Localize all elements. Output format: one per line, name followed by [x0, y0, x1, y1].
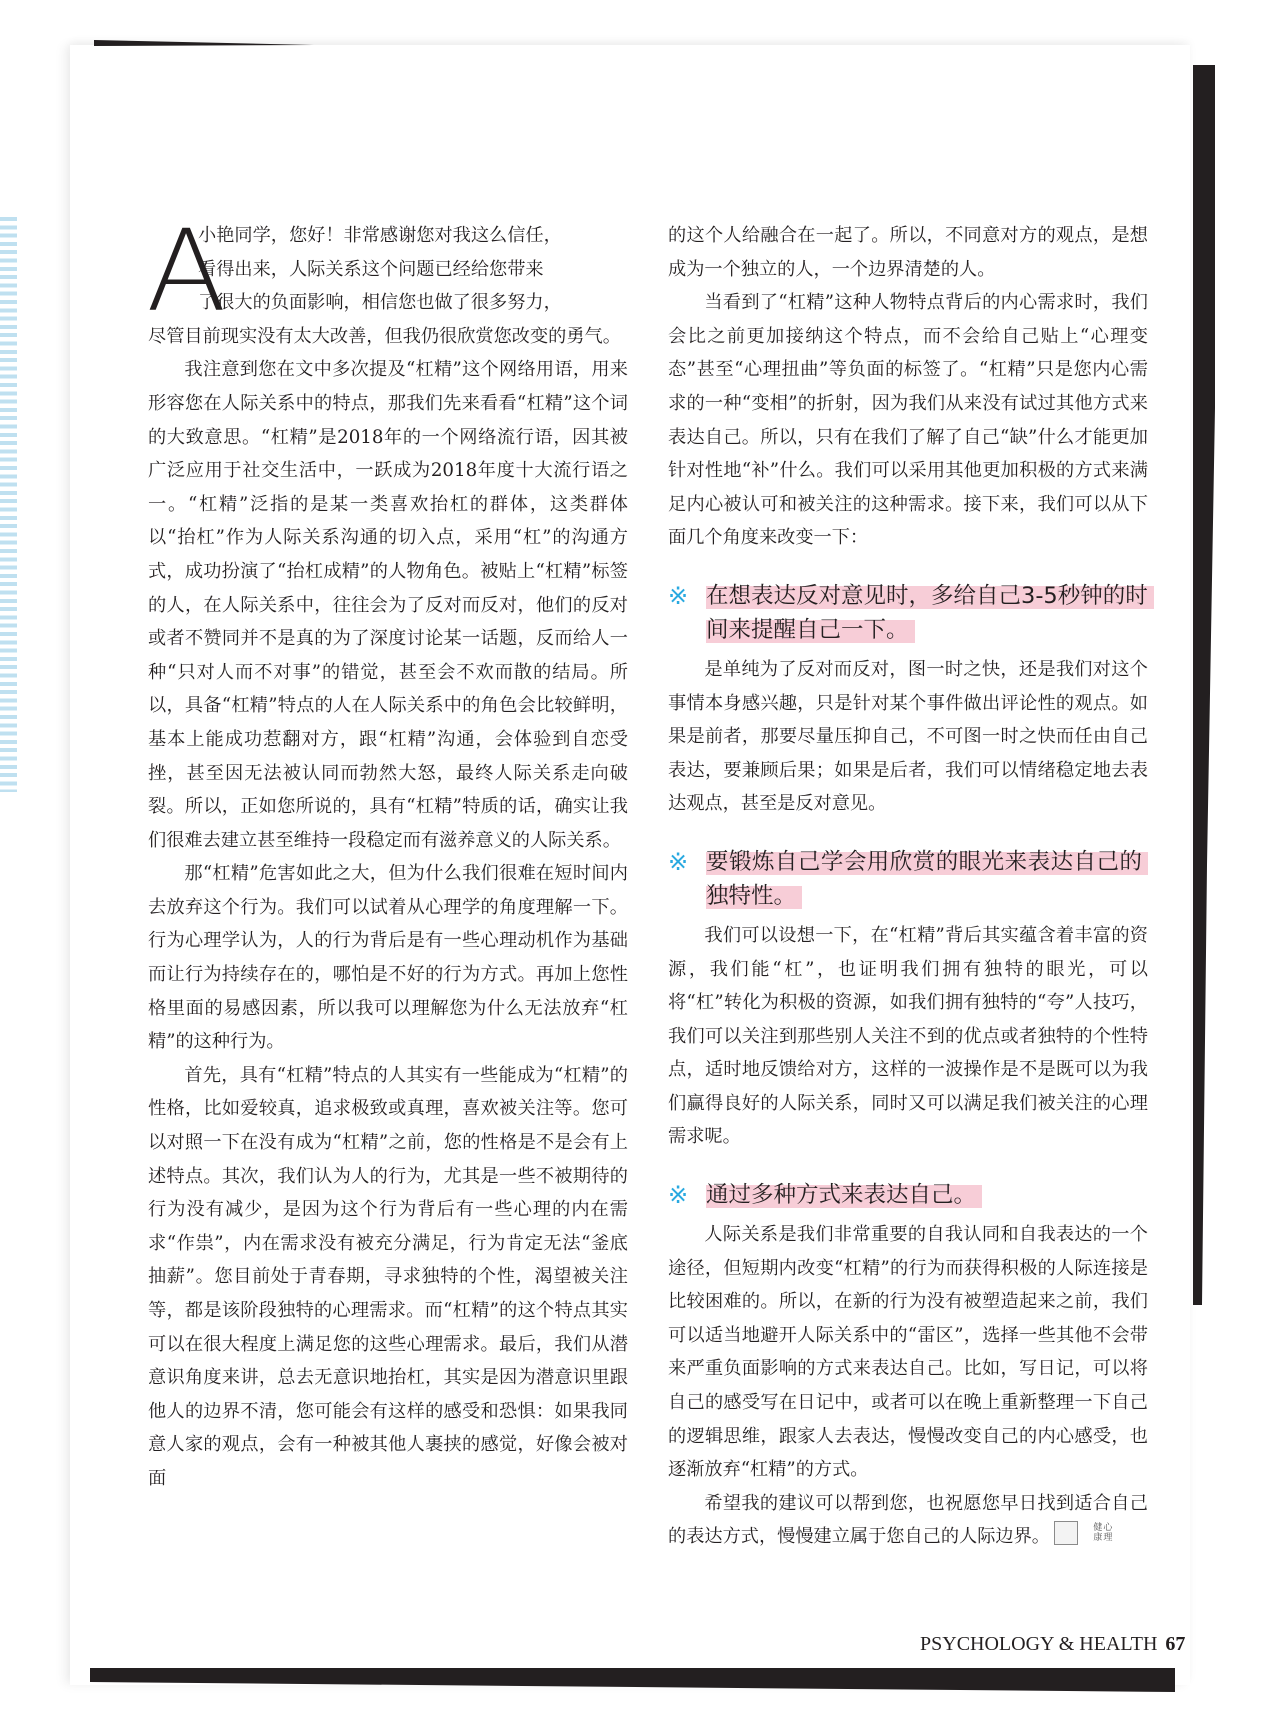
right-decorative-bar	[1185, 65, 1215, 1305]
closing-paragraph	[668, 1487, 1148, 1554]
seal-char: 理	[1103, 1533, 1113, 1544]
seal-char: 健	[1093, 1523, 1103, 1534]
reference-mark-icon: ※	[668, 847, 689, 876]
section-heading	[668, 1178, 1148, 1212]
section-heading-text: 要锻炼自己学会用欣赏的眼光来表达自己的独特性。	[706, 849, 1148, 909]
body-paragraph: 首先，具有“杠精”特点的人其实有一些能成为“杠精”的性格，比如爱较真，追求极致或真理，喜欢被关注等。您可以对照一下在没有成为“杠精”之前，您的性格是不是会有上述特点。其次，我们认为人的行为，尤其是一些不被期待的行为没有减少，是因为这个行为背后有一些心理的内在需求“作祟”，内在需求没有被充分满足，行为肯定无法“釜底抽薪”。您目前处于青春期，寻求独特的个性，渴望被关注等，都是该阶段独特的心理需求。而“杠精”的这个特点其实可以在很大程度上满足您的这些心理需求。最后，我们从潜意识角度来讲，总去无意识地抬杠，其实是因为潜意识里跟他人的边界不清，您可能会有这样的感受和恐惧：如果我同意人家的观点，会有一种被其他人裹挟的感觉，好像会被对面	[148, 1064, 628, 1489]
drop-cap-letter: A	[146, 207, 227, 337]
section-heading	[668, 845, 1148, 913]
seal-char: 心	[1103, 1523, 1113, 1534]
body-paragraph: 当看到了“杠精”这种人物特点背后的内心需求时，我们会比之前更加接纳这个特点，而不会给自己贴上“心理变态”甚至“心理扭曲”等负面的标签了。“杠精”只是您内心需求的一种“变相”的折射，因为我们从来没有试过其他方式来表达自己。所以，只有在我们了解了自己“缺”什么才能更加针对性地“补”什么。我们可以采用其他更加积极的方式来满足内心被认可和被关注的这种需求。接下来，我们可以从下面几个角度来改变一下：	[668, 292, 1148, 549]
intro-paragraph	[146, 207, 628, 353]
body-paragraph: 我注意到您在文中多次提及“杠精”这个网络用语，用来形容您在人际关系中的特点，那我们先来看看“杠精”这个词的大致意思。“杠精”是2018年的一个网络流行语，因其被广泛应用于社交生活中，一跃成为2018年度十大流行语之一。“杠精”泛指的是某一类喜欢抬杠的群体，这类群体以“抬杠”作为人际关系沟通的切入点，采用“杠”的沟通方式，成功扮演了“抬杠成精”的人物角色。被贴上“杠精”标签的人，在人际关系中，往往会为了反对而反对，他们的反对或者不赞同并不是真的为了深度讨论某一话题，反而给人一种“只对人而不对事”的错觉，甚至会不欢而散的结局。所以，具备“杠精”特点的人在人际关系中的角色会比较鲜明，基本上能成功惹翻对方，跟“杠精”沟通，会体验到自恋受挫，甚至因无法被认同而勃然大怒，最终人际关系走向破裂。所以，正如您所说的，具有“杠精”特质的话，确实让我们很难去建立甚至维持一段稳定而有滋养意义的人际关系。	[148, 359, 628, 851]
section-body: 我们可以设想一下，在“杠精”背后其实蕴含着丰富的资源，我们能“杠”，也证明我们拥有独特的眼光，可以将“杠”转化为积极的资源，如我们拥有独特的“夸”人技巧，我们可以关注到那些别人关注不到的优点或者独特的个性特点，适时地反馈给对方，这样的一波操作是不是既可以为我们赢得良好的人际关系，同时又可以满足我们被关注的心理需求呢。	[668, 924, 1148, 1148]
closing-text: 希望我的建议可以帮到您，也祝愿您早日找到适合自己的表达方式，慢慢建立属于您自己的人际边界。	[668, 1492, 1148, 1548]
end-seal-icon	[1054, 1521, 1113, 1545]
left-column	[146, 207, 628, 1496]
intro-line: 了很大的负面影响，相信您也做了很多努力，	[198, 292, 562, 314]
bottom-decorative-bar	[90, 1666, 1175, 1692]
page-number: 67	[1165, 1633, 1186, 1655]
magazine-name: PSYCHOLOGY & HEALTH	[920, 1633, 1158, 1655]
section-body: 人际关系是我们非常重要的自我认同和自我表达的一个途径，但短期内改变“杠精”的行为而获得积极的人际连接是比较困难的。所以，在新的行为没有被塑造起来之前，我们可以适当地避开人际关系中的“雷区”，选择一些其他不会带来严重负面影响的方式来表达自己。比如，写日记，可以将自己的感受写在日记中，或者可以在晚上重新整理一下自己的逻辑思维，跟家人去表达，慢慢改变自己的内心感受，也逐渐放弃“杠精”的方式。	[668, 1224, 1148, 1481]
section-heading	[668, 579, 1148, 647]
section-heading-text: 通过多种方式来表达自己。	[706, 1182, 982, 1208]
right-column	[668, 219, 1148, 1554]
body-paragraph-continued: 的这个人给融合在一起了。所以，不同意对方的观点，是想成为一个独立的人，一个边界清楚的人。	[668, 225, 1148, 280]
section-heading-text: 在想表达反对意见时，多给自己3-5秒钟的时间来提醒自己一下。	[706, 583, 1154, 643]
intro-line: 尽管目前现实没有太大改善，但我仍很欣赏您改变的勇气。	[148, 325, 621, 347]
reference-mark-icon: ※	[668, 581, 689, 610]
section-body: 是单纯为了反对而反对，图一时之快，还是我们对这个事情本身感兴趣，只是针对某个事件做出评论性的观点。如果是前者，那要尽量压抑自己，不可图一时之快而任由自己表达，要兼顾后果；如果是后者，我们可以情绪稳定地去表达观点，甚至是反对意见。	[668, 658, 1148, 815]
body-paragraph: 那“杠精”危害如此之大，但为什么我们很难在短时间内去放弃这个行为。我们可以试着从心理学的角度理解一下。行为心理学认为，人的行为背后是有一些心理动机作为基础而让行为持续存在的，哪怕是不好的行为方式。再加上您性格里面的易感因素，所以我可以理解您为什么无法放弃“杠精”的这种行为。	[148, 863, 628, 1053]
top-decorative-bar	[94, 40, 314, 46]
intro-line: 小艳同学，您好！非常感谢您对我这么信任，	[198, 225, 562, 246]
seal-char: 康	[1093, 1533, 1103, 1544]
decorative-blue-stripes	[0, 217, 17, 792]
intro-line: 看得出来，人际关系这个问题已经给您带来	[198, 258, 544, 280]
reference-mark-icon: ※	[668, 1181, 689, 1210]
page-footer	[920, 1633, 1185, 1656]
